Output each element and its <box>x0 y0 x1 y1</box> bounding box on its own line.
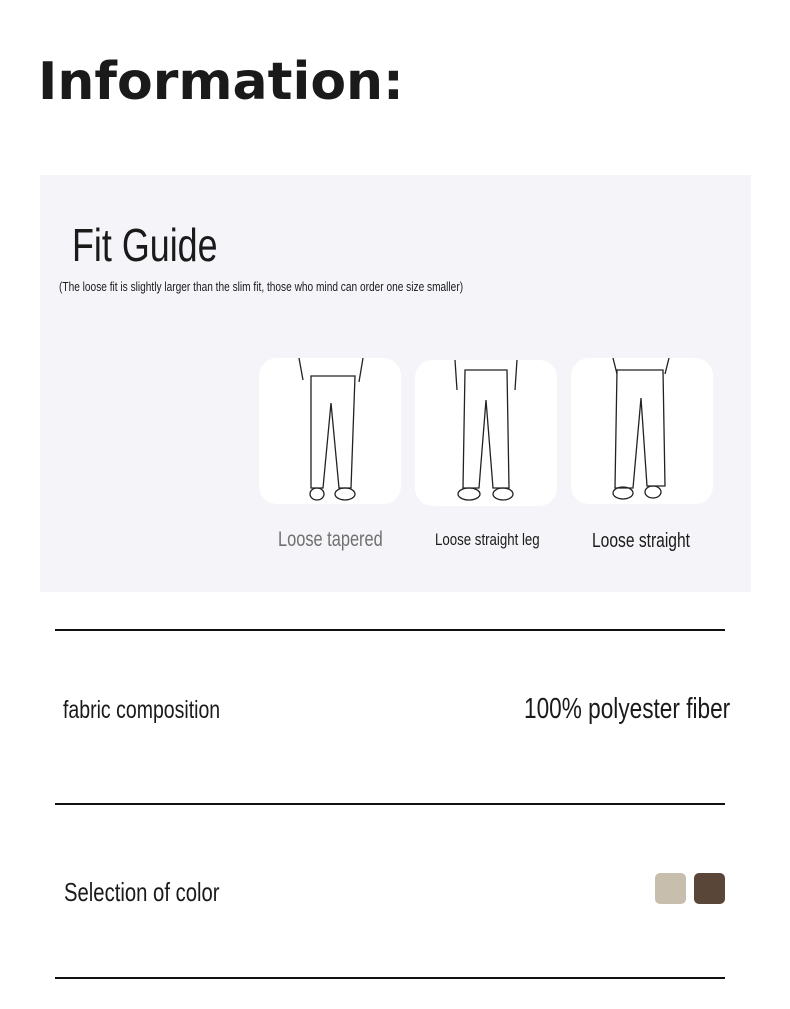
fabric-label <box>63 696 264 725</box>
fabric-value-text: 100% polyester fiber <box>524 693 731 725</box>
fit-card-loose-tapered[interactable] <box>259 358 401 504</box>
fit-label-loose-straight-leg <box>435 530 569 550</box>
fit-card-loose-straight[interactable] <box>571 358 713 504</box>
fit-label-text: Loose straight <box>592 530 690 552</box>
divider <box>55 803 725 805</box>
divider <box>55 629 725 631</box>
fit-label-text: Loose straight leg <box>435 530 540 549</box>
fit-label-text: Loose tapered <box>278 528 383 551</box>
pants-illustration-icon <box>259 358 401 504</box>
page-heading: Information: <box>38 52 404 112</box>
fit-label-loose-straight <box>592 530 718 553</box>
color-swatch-brown[interactable] <box>694 873 725 904</box>
pants-illustration-icon <box>415 360 557 506</box>
divider <box>55 977 725 979</box>
fit-guide-title-text: Fit Guide <box>72 219 218 271</box>
fit-guide-note-text: (The loose fit is slightly larger than the slim fit, those who mind can order one size smaller) <box>59 279 464 294</box>
fit-card-loose-straight-leg[interactable] <box>415 360 557 506</box>
color-swatch-beige[interactable] <box>655 873 686 904</box>
fit-guide-title <box>72 218 259 272</box>
fit-label-loose-tapered <box>278 528 412 552</box>
color-label <box>64 877 263 908</box>
pants-illustration-icon <box>571 358 713 504</box>
fit-guide-note <box>59 279 577 294</box>
color-label-text: Selection of color <box>64 877 220 907</box>
fabric-label-text: fabric composition <box>63 696 221 724</box>
fabric-value <box>524 693 788 726</box>
